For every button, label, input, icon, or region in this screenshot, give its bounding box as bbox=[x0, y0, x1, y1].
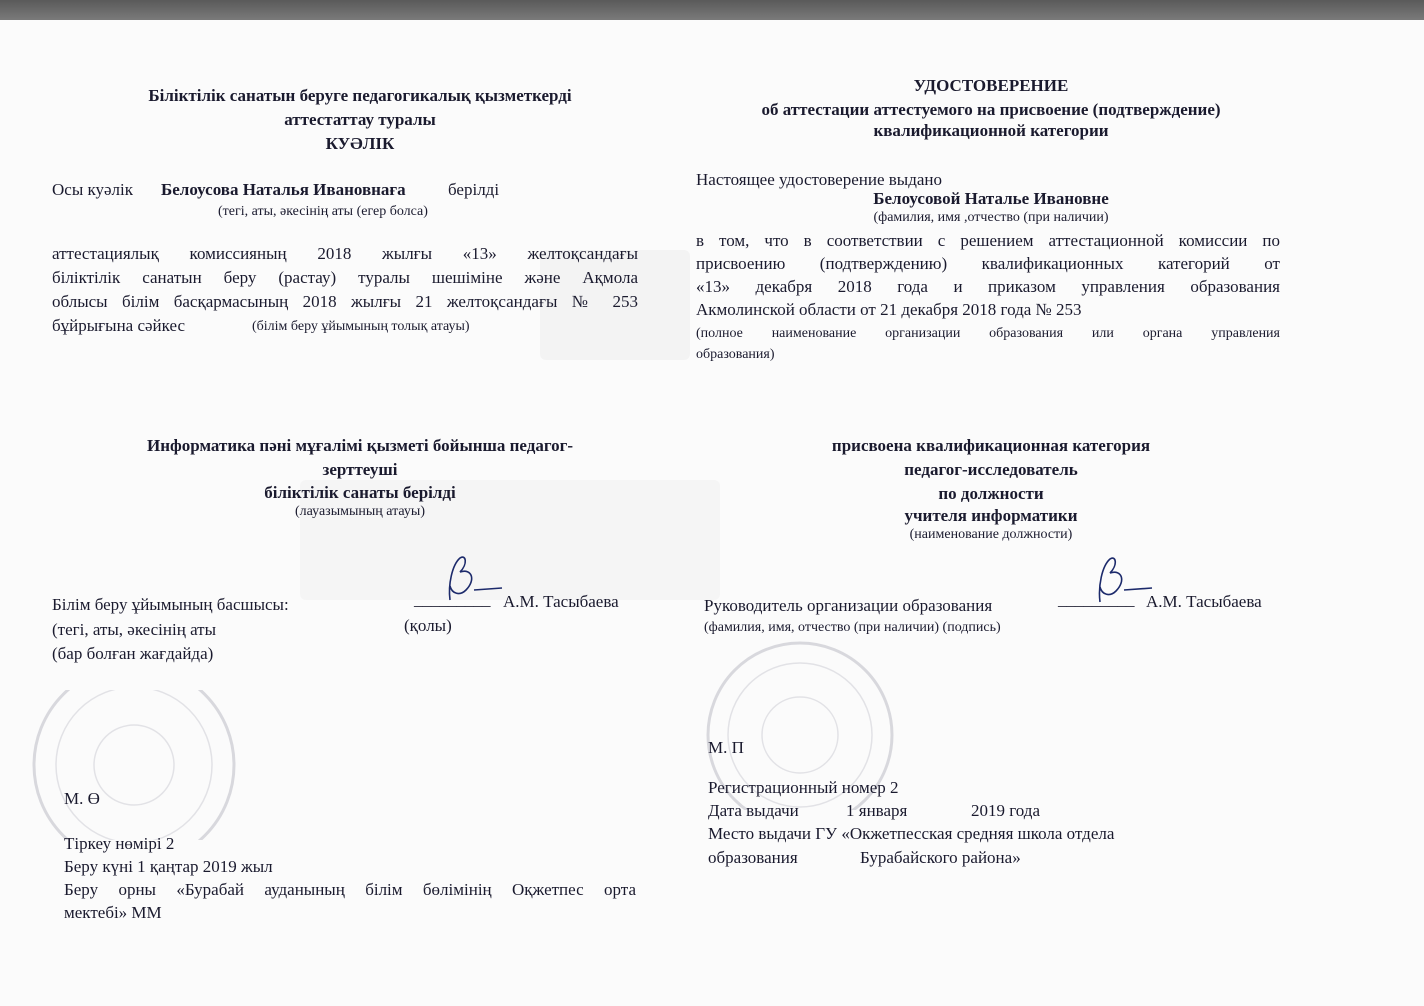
right-category-line3: по должности bbox=[938, 484, 1044, 503]
left-position-caption: (лауазымының атауы) bbox=[295, 504, 425, 519]
right-paragraph-line3: «13» декабря 2018 года и приказом управления образования bbox=[696, 277, 1280, 296]
right-org-caption-line2: образования) bbox=[696, 347, 775, 362]
left-issue-date: Беру күні 1 қаңтар 2019 жыл bbox=[64, 857, 273, 876]
right-issue-date-label: Дата выдачи bbox=[708, 801, 799, 820]
left-paragraph-line3: облысы білім басқармасының 2018 жылғы 21 желтоқсандағы № 253 bbox=[52, 292, 638, 311]
left-issued-suffix: берілді bbox=[448, 180, 500, 199]
right-paragraph-line4: Акмолинской области от 21 декабря 2018 года № 253 bbox=[696, 300, 1082, 319]
left-paragraph-line1: аттестациялық комиссияның 2018 жылғы «13» желтоқсандағы bbox=[52, 244, 638, 263]
scan-top-edge bbox=[0, 0, 1424, 20]
left-heading-line3: КУӘЛІК bbox=[325, 134, 395, 153]
right-issue-place-line2b: Бурабайского района» bbox=[860, 848, 1021, 867]
right-heading-line2: об аттестации аттестуемого на присвоение (подтверждение) bbox=[761, 100, 1221, 119]
right-signature-line: _________ bbox=[1058, 590, 1135, 609]
right-heading-line1: УДОСТОВЕРЕНИЕ bbox=[913, 76, 1069, 95]
right-name-caption: (фамилия, имя ,отчество (при наличии) bbox=[873, 210, 1109, 225]
right-head-label: Руководитель организации образования bbox=[704, 596, 993, 615]
left-issue-place-line2: мектебі» ММ bbox=[64, 903, 162, 922]
left-name-caption: (тегі, аты, әкесінің аты (егер болса) bbox=[218, 204, 428, 219]
left-stamp-place: М. Ө bbox=[64, 789, 100, 808]
right-position-caption: (наименование должности) bbox=[909, 527, 1073, 542]
right-paragraph-line2: присвоению (подтверждению) квалификационных категорий от bbox=[696, 254, 1280, 273]
left-head-name: А.М. Тасыбаева bbox=[503, 592, 619, 611]
right-stamp-place: М. П bbox=[708, 738, 744, 757]
right-issue-date-day: 1 января bbox=[846, 801, 908, 820]
left-position-line2: зерттеуші bbox=[322, 460, 398, 479]
left-registration-number: Тіркеу нөмірі 2 bbox=[64, 834, 175, 853]
left-head-label: Білім беру ұйымының басшысы: bbox=[52, 595, 289, 614]
right-issue-place-line1: Место выдачи ГУ «Окжетпесская средняя школа отдела bbox=[708, 824, 1115, 843]
right-category-line2: педагог-исследователь bbox=[904, 460, 1078, 479]
left-head-caption2: (бар болған жағдайда) bbox=[52, 644, 214, 663]
right-signature-image bbox=[1078, 550, 1158, 610]
right-issue-place-line2a: образования bbox=[708, 848, 798, 867]
left-paragraph-line4: бұйрығына сәйкес bbox=[52, 316, 185, 335]
left-signature-image bbox=[430, 550, 510, 610]
left-position-line3: біліктілік санаты берілді bbox=[264, 483, 456, 502]
left-heading-line2: аттестаттау туралы bbox=[284, 110, 436, 129]
right-issued-label: Настоящее удостоверение выдано bbox=[696, 170, 943, 189]
right-heading-line3: квалификационной категории bbox=[873, 121, 1109, 140]
left-paragraph-line2: біліктілік санатын беру (растау) туралы шешіміне және Ақмола bbox=[52, 268, 638, 287]
right-category-line1: присвоена квалификационная категория bbox=[831, 436, 1151, 455]
right-issue-date-year: 2019 года bbox=[971, 801, 1041, 820]
right-org-caption-line1: (полное наименование организации образования или органа управления bbox=[696, 326, 1280, 341]
left-head-caption1: (тегі, аты, әкесінің аты bbox=[52, 620, 217, 639]
left-signature-caption: (қолы) bbox=[404, 616, 452, 635]
left-signature-line: _________ bbox=[414, 590, 491, 609]
right-registration-number: Регистрационный номер 2 bbox=[708, 778, 899, 797]
right-category-line4: учителя информатики bbox=[904, 506, 1078, 525]
right-issued-name: Белоусовой Наталье Ивановне bbox=[873, 189, 1109, 208]
right-paragraph-line1: в том, что в соответствии с решением аттестационной комиссии по bbox=[696, 231, 1280, 250]
left-org-caption: (білім беру ұйымының толық атауы) bbox=[252, 319, 470, 334]
left-heading-line1: Біліктілік санатын беруге педагогикалық қызметкерді bbox=[148, 86, 572, 105]
left-issue-place-line1: Беру орны «Бурабай ауданының білім бөлімінің Оқжетпес орта bbox=[64, 880, 636, 899]
left-seal bbox=[24, 690, 244, 840]
right-head-caption: (фамилия, имя, отчество (при наличии) (подпись) bbox=[704, 620, 1001, 635]
right-head-name: А.М. Тасыбаева bbox=[1146, 592, 1262, 611]
left-position-line1: Информатика пәні мұғалімі қызметі бойынша педагог- bbox=[146, 436, 574, 455]
left-issued-name: Белоусова Наталья Ивановнаға bbox=[161, 180, 406, 199]
left-issued-prefix: Осы куәлік bbox=[52, 180, 134, 199]
